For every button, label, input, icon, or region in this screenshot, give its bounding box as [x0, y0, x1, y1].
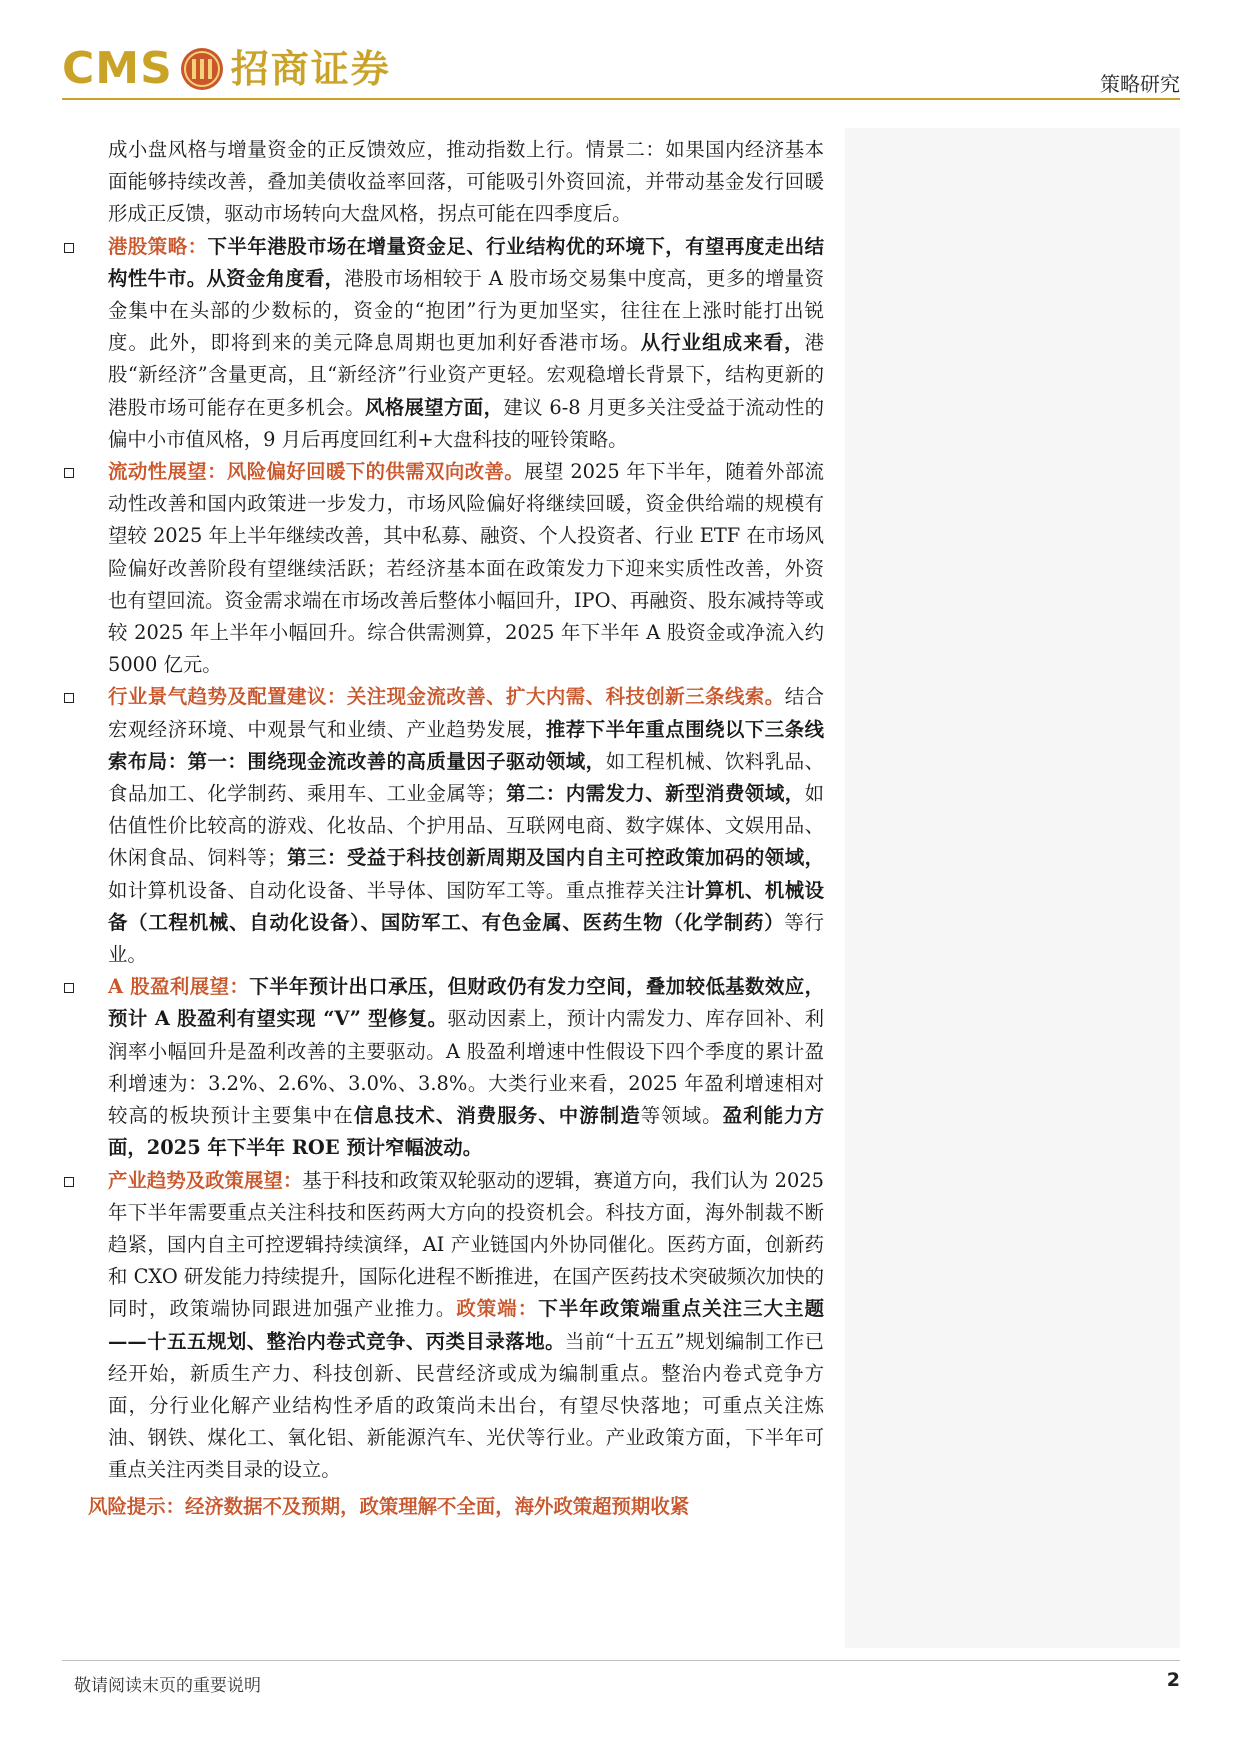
body-text: 如估值性价比较高的游戏、化妆品、个护用品、互联网电商、数字媒体、文娱用品、休闲食品、饲料等；: [108, 782, 825, 870]
body-text: 驱动因素上，预计内需发力、库存回补、利润率小幅回升是盈利改善的主要驱动。A 股盈利增速中性假设下四个季度的累计盈利增速为：3.2%、2.6%、3.0%、3.8%。大类行业来看，2025 年盈利增速相对较高的板块预计主要集中在: [108, 1007, 824, 1128]
paragraph-continuation: [62, 134, 824, 231]
bullet-earnings-outlook: [62, 971, 824, 1164]
bold-text: 信息技术、消费服务、中游制造: [353, 1104, 641, 1128]
body-text: 当前“十五五”规划编制工作已经开始，新质生产力、科技创新、民营经济或成为编制重点。整治内卷式竞争方面，分行业化解产业结构性矛盾的政策尚未出台，有望尽快落地；可重点关注炼油、钢铁、煤化工、氧化铝、新能源汽车、光伏等行业。产业政策方面，下半年可重点关注丙类目录的设立。: [108, 1329, 824, 1482]
body-text: 如工程机械、饮料乳品、食品加工、化学制药、乘用车、工业金属等；: [108, 749, 824, 806]
page-footer: [62, 1660, 1180, 1697]
bullet-title: 行业景气趋势及配置建议：关注现金流改善、扩大内需、科技创新三条线索。: [108, 685, 785, 709]
bold-text: 第三：受益于科技创新周期及国内自主可控政策加码的领域，: [286, 846, 825, 870]
checkbox-bullet-icon: [64, 983, 74, 993]
body-text: 等行业。: [108, 910, 824, 967]
section-label: 策略研究: [1100, 72, 1180, 96]
bullet-industry-allocation: [62, 681, 824, 971]
bullet-title: 产业趋势及政策展望：: [108, 1168, 303, 1192]
checkbox-bullet-icon: [64, 243, 74, 253]
bold-text: 第二：内需发力、新型消费领域，: [505, 782, 805, 806]
logo-cms-text: CMS: [62, 43, 173, 94]
body-text: 展望 2025 年下半年，随着外部流动性改善和国内政策进一步发力，市场风险偏好将继续回暖，资金供给端的规模有望较 2025 年上半年继续改善，其中私募、融资、个人投资者、行业 ETF 在市场风险偏好改善阶段有望继续活跃；若经济基本面在政策发力下迎来实质性改善，外资也有望回流。资金需求端在市场改善后整体小幅回升，IPO、再融资、股东减持等或较 2025 年上半年小幅回升。综合供需测算，2025 年下半年 A 股资金或净流入约 5000 亿元。: [108, 460, 825, 677]
bullet-industry-policy: [62, 1165, 824, 1487]
page-header: [62, 40, 1180, 100]
logo-chinese-name: 招商证券: [230, 47, 391, 91]
bold-text: 下半年预计出口承压，但财政仍有发力空间，叠加较低基数效应，预计 A 股盈利有望实现 “V” 型修复。: [108, 975, 825, 1031]
body-text: 基于科技和政策双轮驱动的逻辑，赛道方向，我们认为 2025 年下半年需要重点关注科技和医药两大方向的投资机会。科技方面，海外制裁不断趋紧，国内自主可控逻辑持续演绎，AI 产业链国内外协同催化。医药方面，创新药和 CXO 研发能力持续提升，国际化进程不断推进，在国产医药技术突破频次加快的同时，政策端协同跟进加强产业推力。: [108, 1168, 824, 1321]
bullet-liquidity-outlook: [62, 456, 824, 681]
checkbox-bullet-icon: [64, 1177, 74, 1187]
body-text: 建议 6-8 月更多关注受益于流动性的偏中小市值风格，9 月后再度回红利+大盘科技的哑铃策略。: [108, 395, 825, 451]
bold-text: 从行业组成来看，: [640, 331, 805, 355]
paragraph-text: 成小盘风格与增量资金的正反馈效应，推动指数上行。情景二：如果国内经济基本面能够持续改善，叠加美债收益率回落，可能吸引外资回流，并带动基金发行回暖形成正反馈，驱动市场转向大盘风格，拐点可能在四季度后。: [108, 138, 824, 226]
right-sidebar-panel: [845, 128, 1180, 1648]
body-text: 港股“新经济”含量更高，且“新经济”行业资产更轻。宏观稳增长背景下，结构更新的港股市场可能存在更多机会。: [108, 331, 825, 419]
body-text: 港股市场相较于 A 股市场交易集中度高，更多的增量资金集中在头部的少数标的，资金的“抱团”行为更加坚实，往往在上涨时能打出锐度。此外，即将到来的美元降息周期也更加利好香港市场。: [108, 266, 824, 355]
risk-warning: 风险提示：经济数据不及预期，政策理解不全面，海外政策超预期收紧: [88, 1494, 690, 1518]
footer-disclaimer: 敬请阅读末页的重要说明: [74, 1676, 261, 1696]
bold-text: 下半年政策端重点关注三大主题——十五五规划、整治内卷式竞争、丙类目录落地。: [108, 1297, 825, 1353]
company-logo: [62, 44, 391, 94]
checkbox-bullet-icon: [64, 693, 74, 703]
body-text: 结合宏观经济环境、中观景气和业绩、产业趋势发展，: [108, 685, 825, 741]
logo-emblem-icon: [179, 46, 225, 92]
bullet-title: 港股策略：: [108, 234, 208, 258]
bold-text: 推荐下半年重点围绕以下三条线索布局：第一：围绕现金流改善的高质量因子驱动领域，: [108, 717, 825, 773]
bold-text: 风格展望方面，: [364, 395, 504, 419]
bold-text: 盈利能力方面，2025 年下半年 ROE 预计窄幅波动。: [108, 1104, 825, 1160]
bold-text: 下半年港股市场在增量资金足、行业结构优的环境下，有望再度走出结构性牛市。从资金角度看，: [108, 234, 824, 290]
main-content: [62, 134, 824, 1523]
bullet-title: A 股盈利展望：: [108, 975, 250, 999]
checkbox-bullet-icon: [64, 468, 74, 478]
body-text: 等领域。: [640, 1104, 723, 1128]
bullet-title: 流动性展望：风险偏好回暖下的供需双向改善。: [108, 460, 525, 484]
bold-text: 计算机、机械设备（工程机械、自动化设备）、国防军工、有色金属、医药生物（化学制药）: [108, 878, 825, 934]
bullet-hk-strategy: [62, 231, 824, 456]
sub-title: 政策端：: [456, 1297, 539, 1321]
page-number: 2: [1166, 1669, 1180, 1691]
body-text: 如计算机设备、自动化设备、半导体、国防军工等。重点推荐关注: [108, 878, 686, 902]
